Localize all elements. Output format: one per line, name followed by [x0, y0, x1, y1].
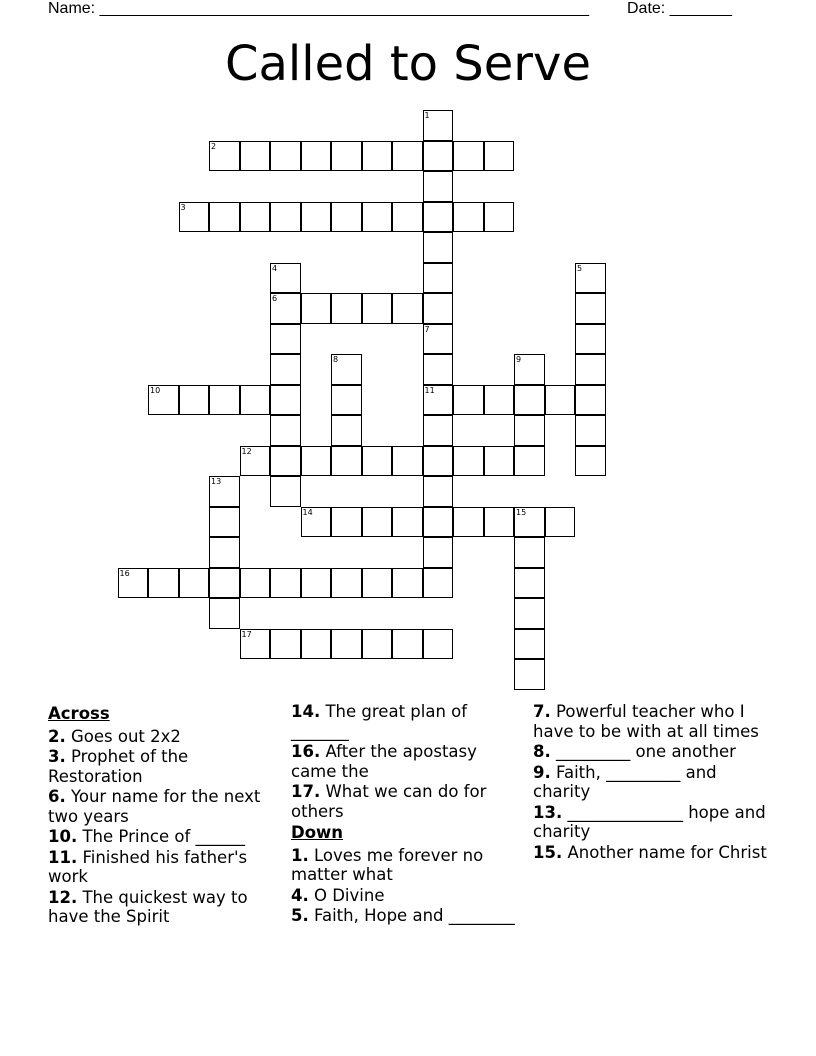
crossword-cell[interactable] — [301, 202, 332, 233]
clue-item — [291, 742, 523, 781]
clue-item-text: The Prince of ______ — [77, 827, 246, 846]
clue-item-number: 16. — [291, 742, 321, 761]
crossword-cell[interactable] — [270, 263, 301, 294]
crossword-cell[interactable] — [423, 385, 454, 416]
crossword-cell[interactable] — [362, 507, 393, 538]
clue-number: 5 — [577, 263, 583, 273]
clue-number: 17 — [241, 629, 252, 639]
clue-number: 16 — [119, 568, 130, 578]
clue-item-number: 10. — [48, 827, 78, 846]
clue-item — [48, 848, 280, 887]
crossword-cell[interactable] — [453, 141, 484, 172]
clue-item-text: Goes out 2x2 — [65, 726, 181, 746]
clue-item-number: 3. — [48, 747, 66, 766]
crossword-cell[interactable] — [423, 171, 454, 202]
crossword-cell[interactable] — [301, 141, 332, 172]
clue-number: 12 — [241, 446, 252, 456]
crossword-cell[interactable] — [331, 507, 362, 538]
crossword-cell[interactable] — [514, 415, 545, 446]
crossword-cell[interactable] — [423, 568, 454, 599]
clue-item-number: 6. — [48, 787, 66, 806]
clue-item-number: 1. — [291, 845, 309, 865]
clue-item — [533, 763, 778, 802]
crossword-cell[interactable] — [423, 354, 454, 385]
crossword-cell[interactable] — [453, 507, 484, 538]
crossword-cell[interactable] — [423, 293, 454, 324]
crossword-cell[interactable] — [270, 476, 301, 507]
clue-item — [48, 747, 280, 786]
clue-item — [48, 787, 280, 826]
crossword-cell[interactable] — [179, 202, 210, 233]
crossword-cell[interactable] — [240, 141, 271, 172]
clue-item — [291, 886, 523, 906]
crossword-cell[interactable] — [423, 415, 454, 446]
clue-number: 7 — [424, 324, 430, 334]
crossword-cell[interactable] — [392, 446, 423, 477]
crossword-cell[interactable] — [148, 385, 179, 416]
clue-item-number: 14. — [291, 702, 321, 721]
clue-item-number: 17. — [291, 782, 321, 801]
crossword-cell[interactable] — [209, 537, 240, 568]
clue-item-text: O Divine — [308, 885, 385, 905]
crossword-cell[interactable] — [423, 263, 454, 294]
clue-item — [291, 846, 523, 885]
clue-item — [291, 702, 523, 741]
crossword-cell[interactable] — [331, 293, 362, 324]
clue-item-text: After the apostasy came the — [291, 742, 477, 781]
crossword-cell[interactable] — [484, 507, 515, 538]
clue-number: 13 — [211, 477, 222, 486]
clue-item — [291, 782, 523, 821]
crossword-cell[interactable] — [453, 446, 484, 477]
crossword-cell[interactable] — [392, 507, 423, 538]
section-heading: Across — [48, 704, 110, 723]
clue-item-text: Another name for Christ — [562, 842, 767, 862]
crossword-cell[interactable] — [209, 476, 240, 507]
crossword-cell[interactable] — [209, 385, 240, 416]
crossword-cell[interactable] — [331, 141, 362, 172]
clue-item-text: Loves me forever no matter what — [291, 845, 484, 884]
crossword-cell[interactable] — [575, 385, 606, 416]
crossword-cell[interactable] — [270, 415, 301, 446]
crossword-cell[interactable] — [362, 568, 393, 599]
crossword-cell[interactable] — [392, 293, 423, 324]
crossword-cell[interactable] — [423, 537, 454, 568]
crossword-cell[interactable] — [484, 141, 515, 172]
crossword-cell[interactable] — [179, 385, 210, 416]
crossword-cell[interactable] — [575, 324, 606, 355]
crossword-cell[interactable] — [392, 202, 423, 233]
crossword-cell[interactable] — [514, 598, 545, 629]
clue-number: 2 — [211, 141, 217, 151]
crossword-cell[interactable] — [545, 385, 576, 416]
clue-item-text: Faith, _________ and charity — [533, 762, 717, 801]
clue-number: 3 — [180, 202, 186, 212]
crossword-cell[interactable] — [514, 446, 545, 477]
crossword-cell[interactable] — [362, 293, 393, 324]
crossword-cell[interactable] — [514, 629, 545, 660]
crossword-cell[interactable] — [575, 354, 606, 385]
clue-number: 4 — [272, 263, 278, 273]
crossword-cell[interactable] — [423, 629, 454, 660]
crossword-cell[interactable] — [209, 507, 240, 538]
clue-item — [48, 888, 280, 927]
crossword-cell[interactable] — [423, 110, 454, 141]
clue-column-1 — [48, 702, 280, 928]
crossword-cell[interactable] — [331, 415, 362, 446]
crossword-cell[interactable] — [209, 568, 240, 599]
crossword-cell[interactable] — [484, 385, 515, 416]
crossword-cell[interactable] — [270, 629, 301, 660]
clue-number: 9 — [516, 355, 522, 364]
clue-item-number: 9. — [533, 762, 551, 782]
clue-item-text: Faith, Hope and ________ — [308, 906, 515, 925]
clue-item — [533, 803, 778, 842]
clue-item — [48, 827, 280, 847]
clue-item — [533, 742, 778, 762]
clue-item-number: 5. — [291, 906, 309, 925]
clue-number: 14 — [302, 507, 313, 517]
clue-column-2 — [291, 702, 523, 927]
crossword-cell[interactable] — [331, 202, 362, 233]
crossword-cell[interactable] — [514, 659, 545, 690]
clue-item-text: The quickest way to have the Spirit — [48, 887, 248, 926]
clue-number: 10 — [150, 385, 161, 395]
crossword-cell[interactable] — [514, 568, 545, 599]
clue-item-number: 2. — [48, 726, 66, 746]
clue-number: 15 — [516, 507, 527, 517]
crossword-cell[interactable] — [240, 385, 271, 416]
crossword-cell[interactable] — [423, 324, 454, 355]
crossword-cell[interactable] — [423, 141, 454, 172]
clue-item — [48, 727, 280, 747]
crossword-cell[interactable] — [423, 476, 454, 507]
crossword-cell[interactable] — [209, 141, 240, 172]
crossword-cell[interactable] — [484, 202, 515, 233]
clue-number: 1 — [424, 111, 430, 120]
crossword-cell[interactable] — [514, 385, 545, 416]
clue-number: 6 — [272, 294, 278, 303]
clue-item — [291, 906, 523, 926]
name-field-label: Name: _______________________________________________________ — [48, 0, 589, 17]
crossword-cell[interactable] — [514, 537, 545, 568]
crossword-cell[interactable] — [301, 293, 332, 324]
clue-item-text: Prophet of the Restoration — [48, 747, 189, 786]
clue-item-text: ______________ hope and charity — [533, 802, 766, 841]
crossword-cell[interactable] — [179, 568, 210, 599]
crossword-cell[interactable] — [575, 446, 606, 477]
crossword-cell[interactable] — [423, 232, 454, 263]
crossword-cell[interactable] — [270, 568, 301, 599]
crossword-cell[interactable] — [423, 202, 454, 233]
crossword-cell[interactable] — [575, 263, 606, 294]
crossword-cell[interactable] — [148, 568, 179, 599]
crossword-cell[interactable] — [301, 446, 332, 477]
crossword-cell[interactable] — [392, 629, 423, 660]
crossword-cell[interactable] — [301, 507, 332, 538]
clue-item-text: The great plan of _______ — [291, 702, 468, 741]
clue-item — [533, 843, 778, 863]
crossword-cell[interactable] — [270, 446, 301, 477]
clue-item-text: Your name for the next two years — [48, 787, 261, 826]
page-title: Called to Serve — [225, 36, 591, 92]
crossword-cell[interactable] — [331, 568, 362, 599]
clue-item-text: What we can do for others — [291, 782, 487, 821]
crossword-cell[interactable] — [392, 568, 423, 599]
crossword-cell[interactable] — [514, 354, 545, 385]
clue-item-number: 11. — [48, 847, 78, 867]
crossword-cell[interactable] — [362, 202, 393, 233]
section-heading: Down — [291, 823, 344, 842]
crossword-cell[interactable] — [575, 293, 606, 324]
clue-item — [533, 702, 778, 741]
clue-item-number: 4. — [291, 885, 309, 905]
clue-item-number: 13. — [533, 802, 563, 822]
crossword-cell[interactable] — [423, 507, 454, 538]
crossword-cell[interactable] — [240, 629, 271, 660]
crossword-cell[interactable] — [484, 446, 515, 477]
crossword-cell[interactable] — [270, 141, 301, 172]
crossword-cell[interactable] — [240, 202, 271, 233]
crossword-cell[interactable] — [240, 446, 271, 477]
crossword-cell[interactable] — [453, 202, 484, 233]
crossword-cell[interactable] — [301, 629, 332, 660]
crossword-cell[interactable] — [118, 568, 149, 599]
clue-item-number: 12. — [48, 887, 78, 907]
clue-item-number: 15. — [533, 842, 563, 862]
crossword-cell[interactable] — [301, 568, 332, 599]
crossword-cell[interactable] — [362, 141, 393, 172]
clue-number: 8 — [333, 355, 339, 364]
crossword-cell[interactable] — [423, 446, 454, 477]
crossword-cell[interactable] — [331, 354, 362, 385]
clue-number: 11 — [424, 385, 435, 395]
date-field-label: Date: _______ — [627, 0, 732, 17]
crossword-cell[interactable] — [270, 293, 301, 324]
crossword-cell[interactable] — [209, 598, 240, 629]
crossword-cell[interactable] — [362, 446, 393, 477]
crossword-cell[interactable] — [453, 385, 484, 416]
clue-item-text: Finished his father's work — [48, 847, 248, 886]
crossword-cell[interactable] — [270, 202, 301, 233]
crossword-cell[interactable] — [209, 202, 240, 233]
crossword-cell[interactable] — [392, 141, 423, 172]
crossword-cell[interactable] — [240, 568, 271, 599]
clue-item-text: Powerful teacher who I have to be with at all times — [533, 702, 759, 741]
clue-item-number: 7. — [533, 702, 551, 721]
crossword-cell[interactable] — [514, 507, 545, 538]
clue-item-number: 8. — [533, 742, 551, 761]
clue-item-text: _________ one another — [550, 742, 736, 761]
crossword-cell[interactable] — [575, 415, 606, 446]
crossword-cell[interactable] — [270, 354, 301, 385]
crossword-cell[interactable] — [362, 629, 393, 660]
crossword-cell[interactable] — [331, 385, 362, 416]
crossword-cell[interactable] — [331, 629, 362, 660]
crossword-cell[interactable] — [331, 446, 362, 477]
crossword-cell[interactable] — [545, 507, 576, 538]
crossword-cell[interactable] — [270, 324, 301, 355]
crossword-cell[interactable] — [270, 385, 301, 416]
clue-column-3 — [533, 702, 778, 863]
